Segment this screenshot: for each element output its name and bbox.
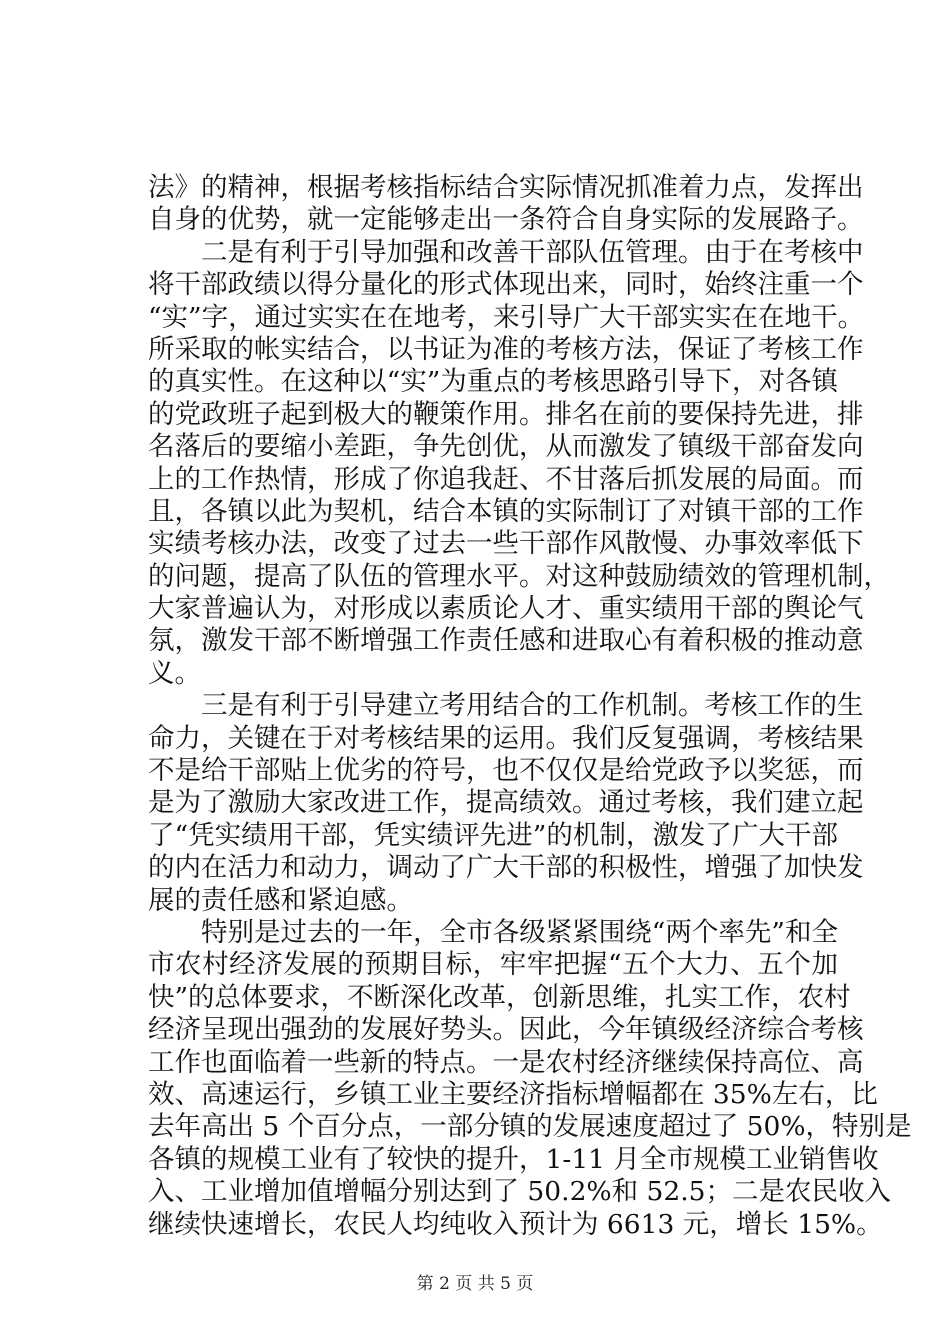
- text-line: 三是有利于引导建立考用结合的工作机制。考核工作的生: [201, 690, 864, 722]
- text-line: 了“凭实绩用干部，凭实绩评先进”的机制，激发了广大干部: [148, 819, 838, 851]
- text-line: 的真实性。在这种以“实”为重点的考核思路引导下，对各镇: [148, 366, 838, 398]
- text-line: 二是有利于引导加强和改善干部队伍管理。由于在考核中: [201, 236, 864, 268]
- text-line: 名落后的要缩小差距，争先创优，从而激发了镇级干部奋发向: [148, 431, 864, 463]
- text-line: 各镇的规模工业有了较快的提升，1-11 月全市规模工业销售收: [148, 1143, 879, 1175]
- text-line: 的党政班子起到极大的鞭策作用。排名在前的要保持先进，排: [148, 398, 864, 430]
- text-line: 法》的精神，根据考核指标结合实际情况抓准着力点，发挥出: [148, 172, 864, 203]
- text-line: 上的工作热情，形成了你追我赶、不甘落后抓发展的局面。而: [148, 463, 864, 495]
- text-line: 的内在活力和动力，调动了广大干部的积极性，增强了加快发: [148, 852, 864, 884]
- body-text: [148, 172, 912, 1241]
- text-line: 不是给干部贴上优劣的符号，也不仅仅是给党政予以奖惩，而: [148, 755, 864, 787]
- text-line: 且，各镇以此为契机，结合本镇的实际制订了对镇干部的工作: [148, 495, 864, 527]
- text-line: 是为了激励大家改进工作，提高绩效。通过考核，我们建立起: [148, 787, 864, 819]
- text-line: 继续快速增长，农民人均纯收入预计为 6613 元，增长 15%。: [148, 1208, 883, 1240]
- text-line: 市农村经济发展的预期目标，牢牢把握“五个大力、五个加: [148, 949, 838, 981]
- text-line: 效、高速运行，乡镇工业主要经济指标增幅都在 35%左右，比: [148, 1078, 878, 1110]
- page-footer: 第 2 页 共 5 页: [416, 1274, 534, 1294]
- text-line: 的问题，提高了队伍的管理水平。对这种鼓励绩效的管理机制，: [148, 560, 890, 592]
- text-line: 义。: [148, 657, 201, 689]
- text-line: “实”字，通过实实在在地考，来引导广大干部实实在在地干。: [148, 301, 865, 333]
- text-line: 所采取的帐实结合，以书证为准的考核方法，保证了考核工作: [148, 333, 864, 365]
- text-line: 实绩考核办法，改变了过去一些干部作风散慢、办事效率低下: [148, 528, 864, 560]
- text-line: 氛，激发干部不断增强工作责任感和进取心有着积极的推动意: [148, 625, 864, 657]
- text-line: 经济呈现出强劲的发展好势头。因此，今年镇级经济综合考核: [148, 1014, 864, 1046]
- text-line: 展的责任感和紧迫感。: [148, 884, 413, 916]
- text-line: 特别是过去的一年，全市各级紧紧围绕“两个率先”和全: [201, 916, 838, 948]
- text-line: 命力，关键在于对考核结果的运用。我们反复强调，考核结果: [148, 722, 864, 754]
- text-line: 将干部政绩以得分量化的形式体现出来，同时，始终注重一个: [148, 269, 864, 301]
- text-line: 快”的总体要求，不断深化改革，创新思维，扎实工作，农村: [148, 981, 851, 1013]
- text-line: 大家普遍认为，对形成以素质论人才、重实绩用干部的舆论气: [148, 593, 864, 625]
- text-line: 去年高出 5 个百分点，一部分镇的发展速度超过了 50%，特别是: [148, 1111, 912, 1143]
- text-line: 工作也面临着一些新的特点。一是农村经济继续保持高位、高: [148, 1046, 864, 1078]
- text-line: 自身的优势，就一定能够走出一条符合自身实际的发展路子。: [148, 204, 864, 236]
- text-line: 入、工业增加值增幅分别达到了 50.2%和 52.5；二是农民收入: [148, 1176, 892, 1208]
